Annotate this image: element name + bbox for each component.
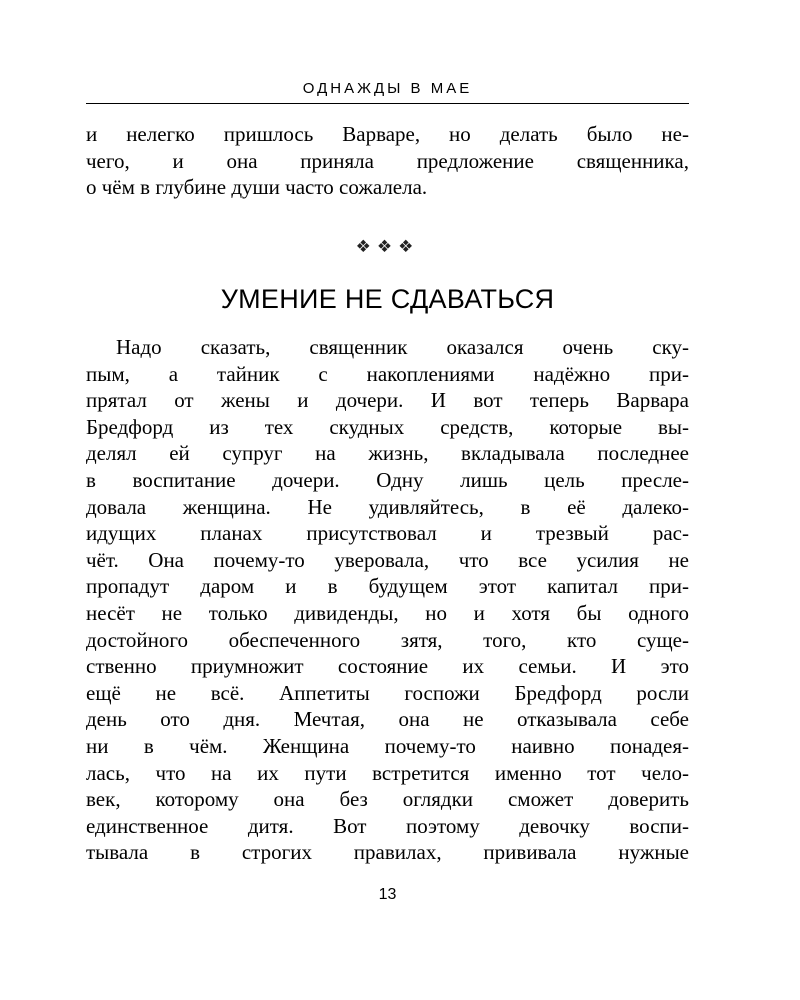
text-line: ственно приумножит состояние их семьи. И это: [86, 654, 689, 679]
text-line: прятал от жены и дочери. И вот теперь Варвара: [86, 388, 689, 413]
text-line: Бредфорд из тех скудных средств, которые вы-: [86, 414, 689, 439]
text-line: идущих планах присутствовал и трезвый рас-: [86, 521, 689, 546]
text-line: о чём в глубине души часто сожалела.: [86, 175, 428, 200]
text-line: тывала в строгих правилах, прививала нужные: [86, 840, 689, 865]
text-line: ни в чём. Женщина почему-то наивно понадея-: [86, 733, 689, 758]
text-line: Надо сказать, священник оказался очень ску-: [116, 335, 689, 359]
book-page: [86, 0, 689, 1000]
text-line: несёт не только дивиденды, но и хотя бы одного: [86, 600, 689, 625]
text-line: и нелегко пришлось Варваре, но делать было не-: [86, 122, 689, 146]
text-line: ещё не всё. Аппетиты госпожи Бредфорд росли: [86, 680, 689, 705]
text-line: единственное дитя. Вот поэтому девочку воспи-: [86, 813, 689, 838]
text-line: пым, а тайник с накоплениями надёжно при-: [86, 361, 689, 386]
text-line: лась, что на их пути встретится именно тот чело-: [86, 760, 689, 785]
text-line: чего, и она приняла предложение священника,: [86, 148, 689, 173]
text-line: пропадут даром и в будущем этот капитал при-: [86, 574, 689, 599]
chapter-title: УМЕНИЕ НЕ СДАВАТЬСЯ: [220, 284, 555, 314]
text-line: день ото дня. Мечтая, она не отказывала себе: [86, 707, 689, 732]
page-number: 13: [378, 886, 397, 903]
text-line: в воспитание дочери. Одну лишь цель пресле-: [86, 467, 689, 492]
main-paragraph: [86, 334, 689, 866]
text-line: век, которому она без оглядки сможет доверить: [86, 787, 689, 812]
text-line: достойного обеспеченного зятя, того, кто суще-: [86, 627, 689, 652]
running-head: ОДНАЖДЫ В МАЕ: [302, 80, 473, 97]
header-rule: [86, 103, 689, 104]
text-line: делял ей супруг на жизнь, вкладывала последнее: [86, 441, 689, 466]
text-line: довала женщина. Не удивляйтесь, в её далеко-: [86, 494, 689, 519]
section-ornament-icon: ❖❖❖: [355, 237, 420, 257]
text-line: чёт. Она почему-то уверовала, что все усилия не: [86, 547, 689, 572]
intro-paragraph: [86, 121, 689, 201]
